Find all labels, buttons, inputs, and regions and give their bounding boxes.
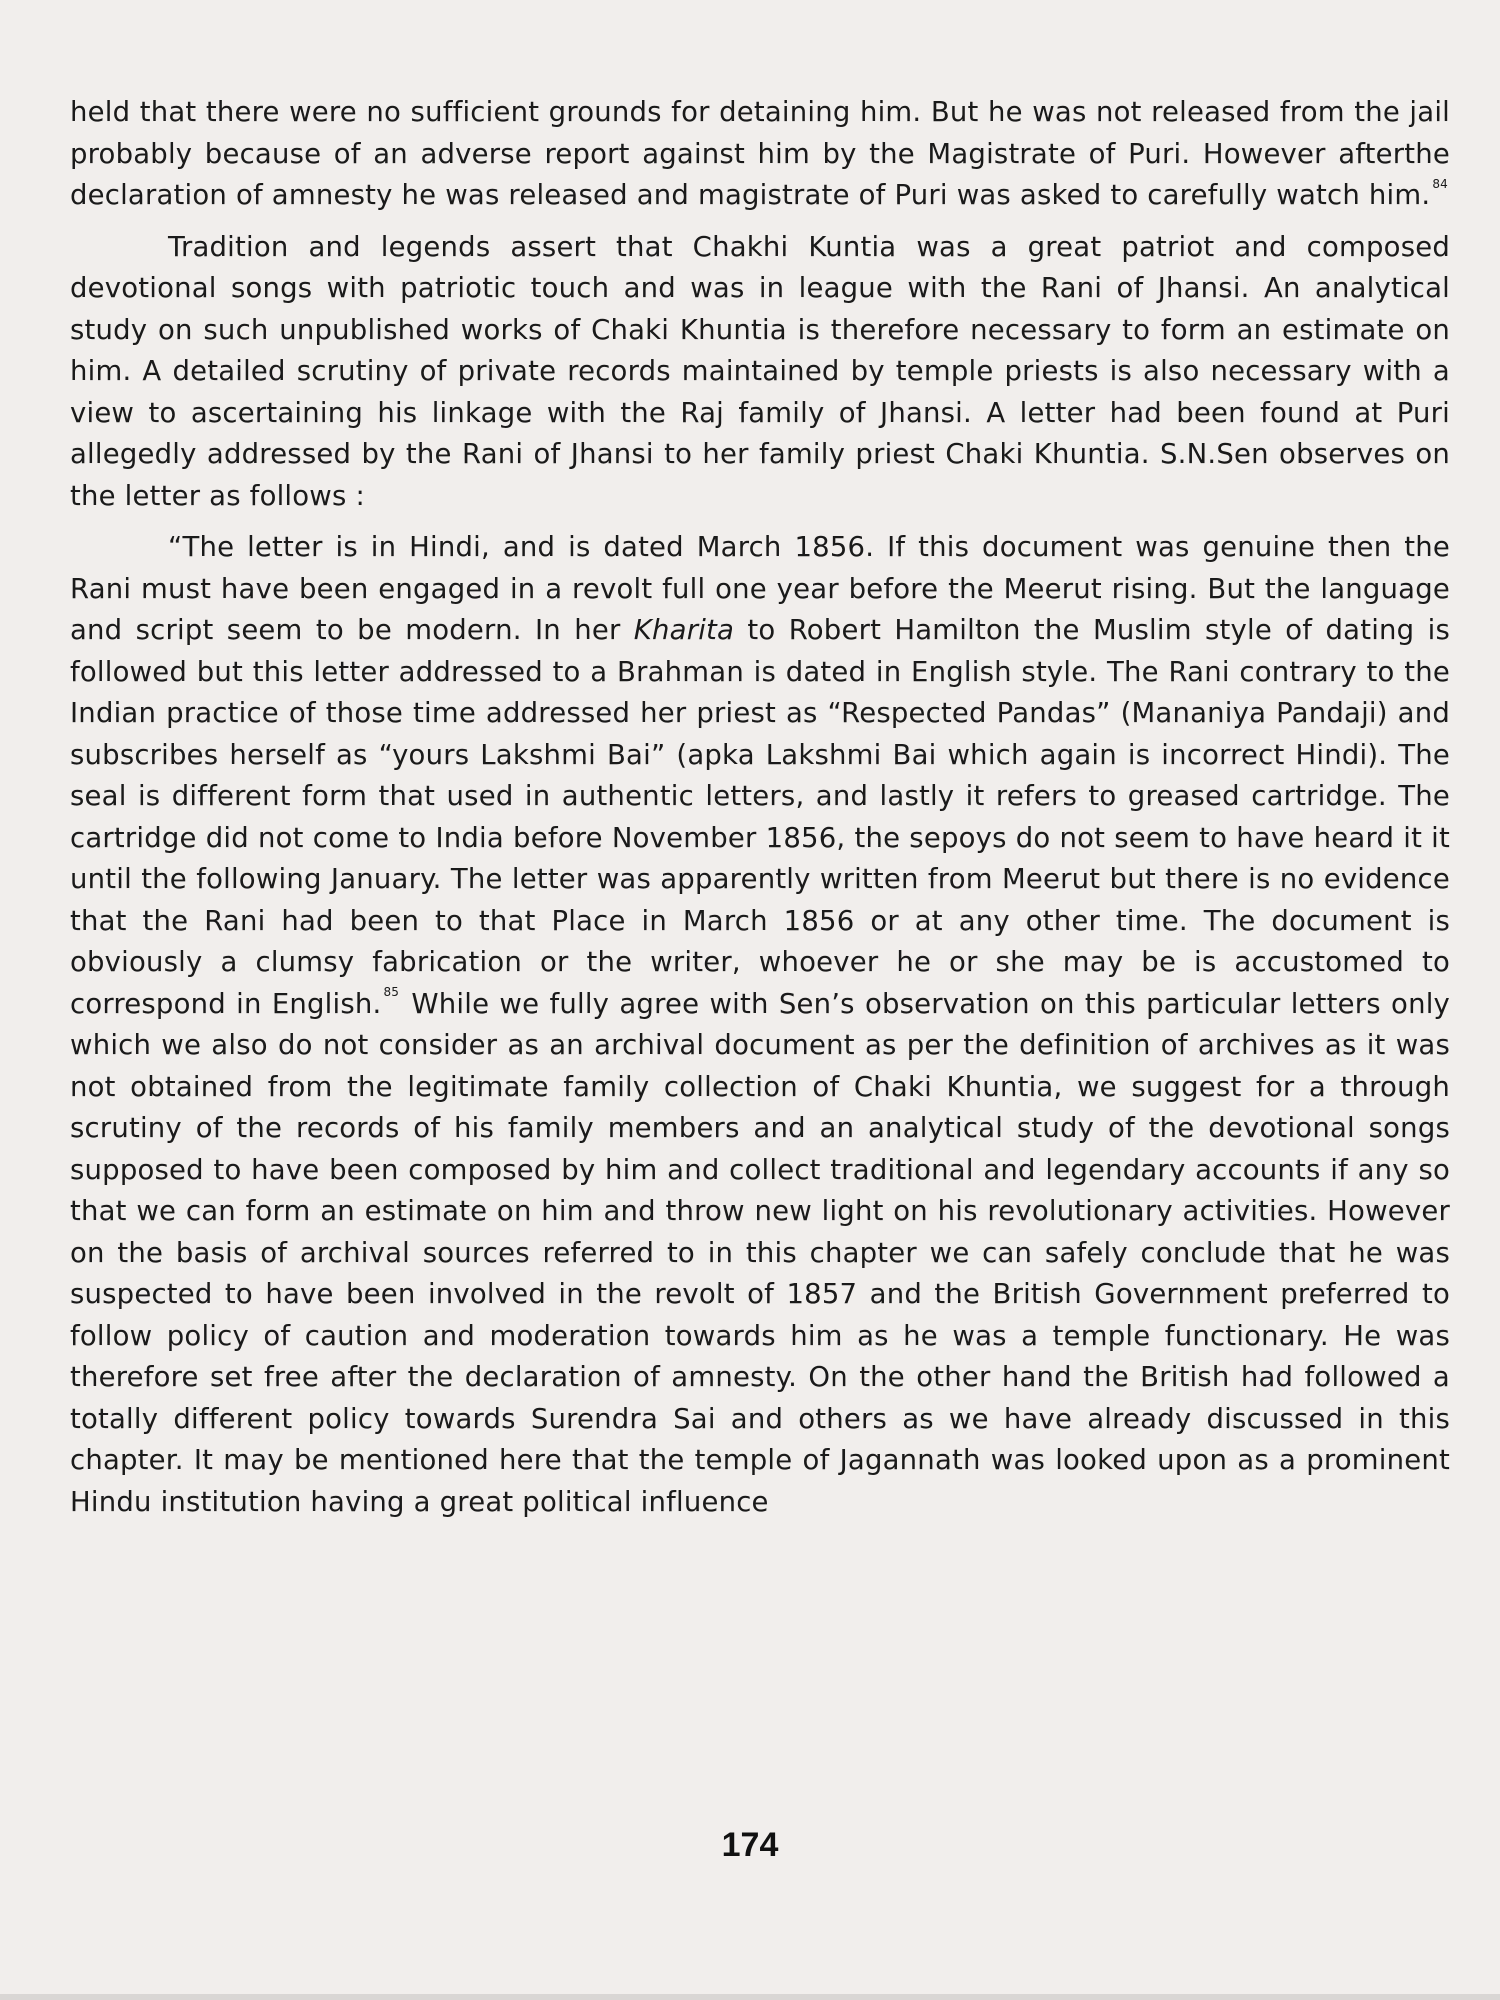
document-page [70, 92, 1450, 1533]
italic-kharita: Kharita [633, 614, 735, 646]
paragraph-3-text-a: “The letter is in Hindi, and is dated March 1856. If this document was genuine then the Rani must have been engaged in a revolt full one year before the Meerut rising. But the language and script seem to be modern. In her [70, 531, 1450, 646]
paragraph-3-quote [70, 527, 1450, 1523]
page-number: 174 [721, 1826, 779, 1864]
paragraph-1 [70, 92, 1450, 217]
paragraph-1-text: held that there were no sufficient grounds for detaining him. But he was not released from the jail probably because of an adverse report against him by the Magistrate of Puri. However afterthe declaration of amnesty he was released and magistrate of Puri was asked to carefully watch him. [70, 96, 1450, 211]
paragraph-2-text: Tradition and legends assert that Chakhi Kuntia was a great patriot and composed devotional songs with patriotic touch and was in league with the Rani of Jhansi. An analytical study on such unpublished works of Chaki Khuntia is therefore necessary to form an estimate on him. A detailed scrutiny of private records maintained by temple priests is also necessary with a view to ascertaining his linkage with the Raj family of Jhansi. A letter had been found at Puri allegedly addressed by the Rani of Jhansi to her family priest Chaki Khuntia. S.N.Sen observes on the letter as follows : [70, 230, 1450, 512]
paragraph-3-text-b: to Robert Hamilton the Muslim style of dating is followed but this letter addressed to a Brahman is dated in English style. The Rani contrary to the Indian practice of those time addressed her priest as “Respected Pandas” (Mananiya Pandaji) and subscribes herself as “yours Lakshmi Bai” (apka Lakshmi Bai which again is incorrect Hindi). The seal is different form that used in authentic letters, and lastly it refers to greased cartridge. The cartridge did not come to India before November 1856, the sepoys do not seem to have heard it it until the following January. The letter was apparently written from Meerut but there is no evidence that the Rani had been to that Place in March 1856 or at any other time. The document is obviously a clumsy fabrication or the writer, whoever he or she may be is accustomed to correspond in English. [70, 614, 1450, 1020]
scan-edge [0, 1994, 1500, 2000]
footnote-ref-85: 85 [383, 985, 400, 1000]
footnote-ref-84: 84 [1432, 176, 1448, 191]
paragraph-3-text-c: While we fully agree with Sen’s observation on this particular letters only which we also do not consider as an archival document as per the definition of archives as it was not obtained from the legitimate family collection of Chaki Khuntia, we suggest for a through scrutiny of the records of his family members and an analytical study of the devotional songs supposed to have been composed by him and collect traditional and legendary accounts if any so that we can form an estimate on him and throw new light on his revolutionary activities. However on the basis of archival sources referred to in this chapter we can safely conclude that he was suspected to have been involved in the revolt of 1857 and the British Government preferred to follow policy of caution and moderation towards him as he was a temple functionary. He was therefore set free after the declaration of amnesty. On the other hand the British had followed a totally different policy towards Surendra Sai and others as we have already discussed in this chapter. It may be mentioned here that the temple of Jagannath was looked upon as a prominent Hindu institution having a great political influence [70, 987, 1451, 1518]
paragraph-2 [70, 227, 1450, 518]
